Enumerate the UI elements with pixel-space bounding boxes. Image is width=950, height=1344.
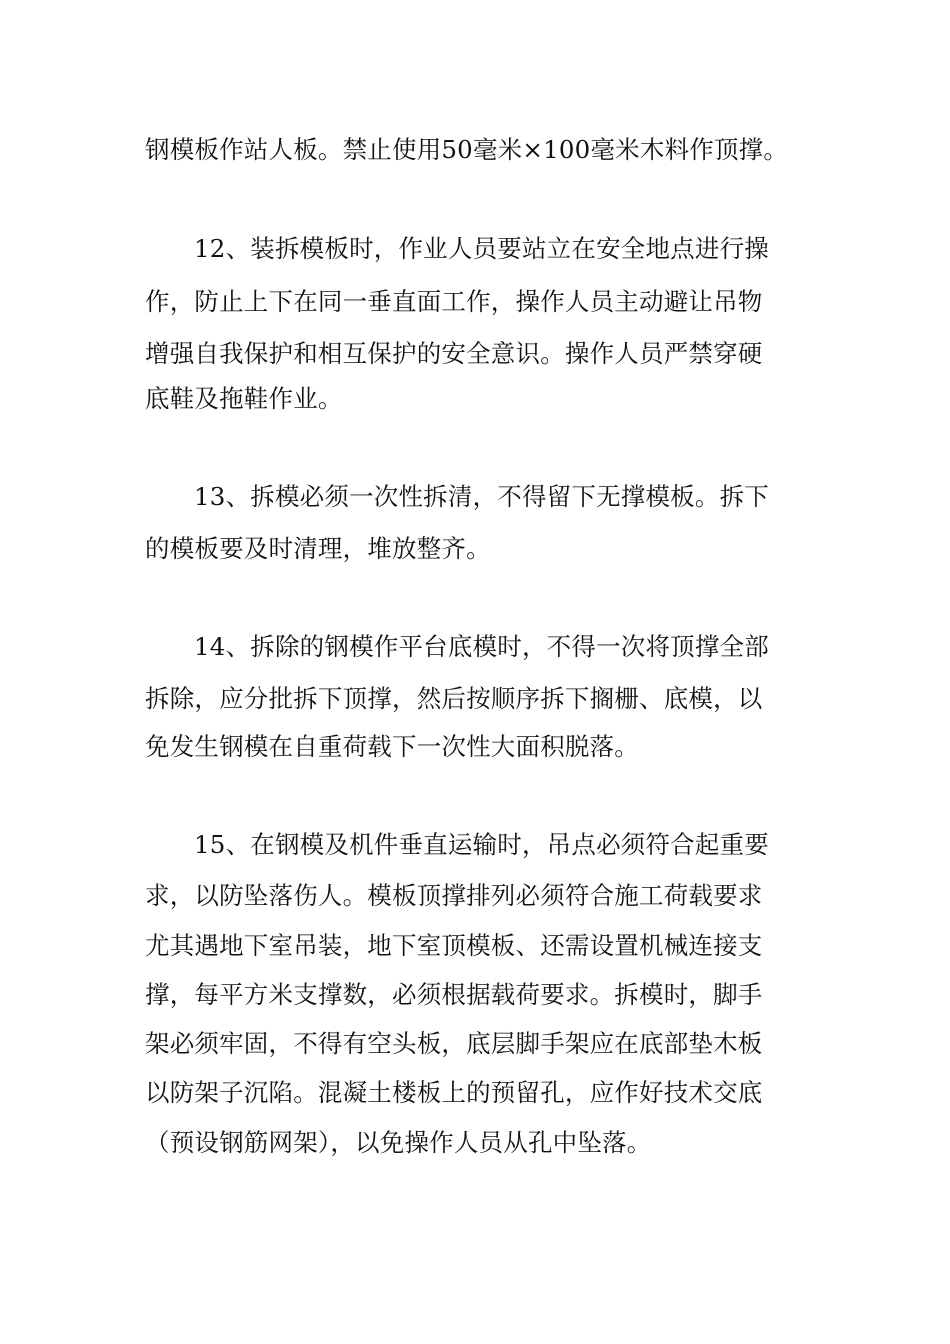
text-line: （预设钢筋网架），以免操作人员从孔中坠落。: [145, 1128, 652, 1157]
text-line: 撑，每平方米支撑数，必须根据载荷要求。拆模时，脚手: [145, 980, 763, 1009]
text-line: 架必须牢固，不得有空头板，底层脚手架应在底部垫木板: [145, 1029, 763, 1058]
text-line: 作，防止上下在同一垂直面工作，操作人员主动避让吊物: [145, 287, 763, 316]
paragraph-14-first-line: 14、拆除的钢模作平台底模时，不得一次将顶撑全部: [194, 632, 769, 661]
text-line: 求，以防坠落伤人。模板顶撑排列必须符合施工荷载要求: [145, 881, 763, 910]
paragraph-15-first-line: 15、在钢模及机件垂直运输时，吊点必须符合起重要: [194, 830, 769, 859]
paragraph-13-first-line: 13、拆模必须一次性拆清，不得留下无撑模板。拆下: [194, 482, 769, 511]
text-line: 免发生钢模在自重荷载下一次性大面积脱落。: [145, 732, 639, 761]
text-line: 钢模板作站人板。禁止使用50毫米×100毫米木料作顶撑。: [145, 135, 789, 164]
text-line: 尤其遇地下室吊装，地下室顶模板、还需设置机械连接支: [145, 931, 763, 960]
text-line: 底鞋及拖鞋作业。: [145, 384, 343, 413]
text-line: 拆除，应分批拆下顶撑，然后按顺序拆下搁栅、底模，以: [145, 684, 763, 713]
text-line: 以防架子沉陷。混凝土楼板上的预留孔，应作好技术交底: [145, 1078, 763, 1107]
paragraph-12-first-line: 12、装拆模板时，作业人员要站立在安全地点进行操: [194, 234, 769, 263]
text-line: 增强自我保护和相互保护的安全意识。操作人员严禁穿硬: [145, 339, 763, 368]
text-line: 的模板要及时清理，堆放整齐。: [145, 534, 491, 563]
